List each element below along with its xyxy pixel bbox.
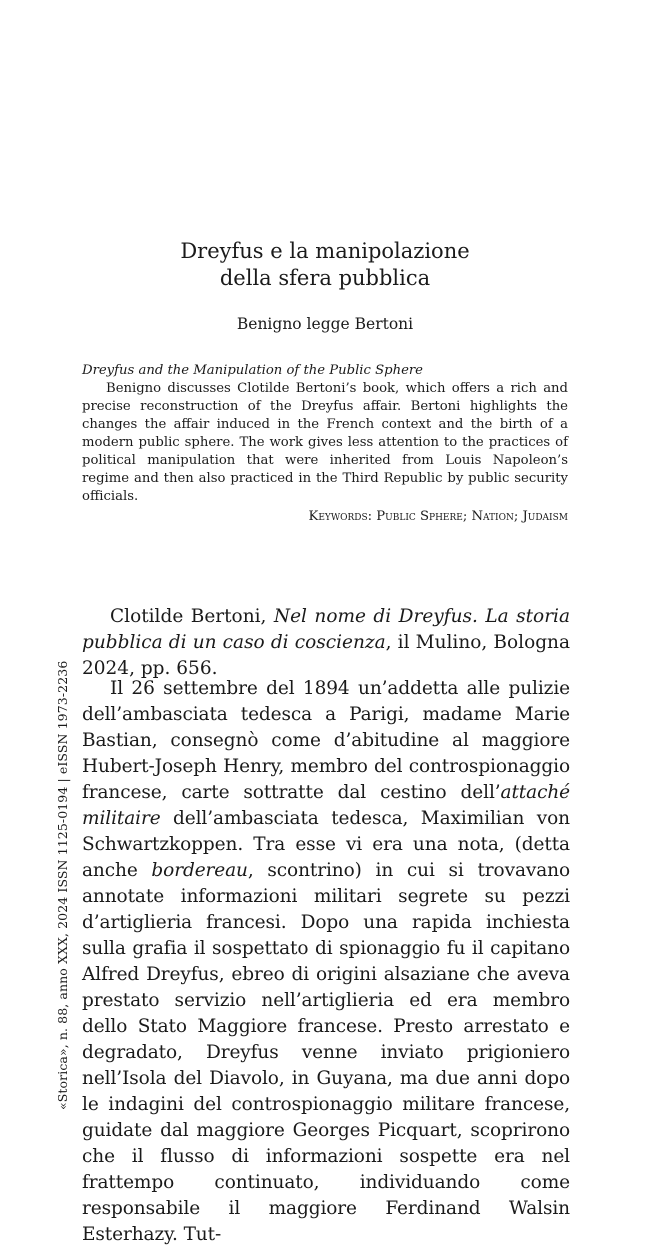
citation-author: Clotilde Bertoni, — [110, 606, 274, 627]
body-italic-2: bordereau — [151, 860, 248, 881]
body-text-1: Il 26 settembre del 1894 un’addetta alle pulizie dell’ambasciata tedesca a Parigi, madame Marie Bastian, consegnò come d’abitudine al maggiore Hubert-Joseph Henry, membro del controspionaggio francese, carte sottratte dal cestino dell’ — [82, 678, 570, 803]
book-citation — [82, 604, 570, 682]
journal-sidebar: «Storica», n. 88, anno XXX, 2024 ISSN 1125-0194 | eISSN 1973-2236 — [55, 660, 70, 1110]
body-text-3: , scontrino) in cui si trovavano annotate informazioni militari segrete su pezzi d’artiglieria francesi. Dopo una rapida inchiesta sulla grafia il sospettato di spionaggio fu il capitano Alfred Dreyfus, ebreo di origini alsaziane che aveva prestato servizio nell’artiglieria ed era membro dello Stato Maggiore francese. Presto arrestato e degradato, Dreyfus venne inviato prigioniero nell’Isola del Diavolo, in Guyana, ma due anni dopo le indagini del controspionaggio militare francese, guidate dal maggiore Georges Picquart, scoprirono che il flusso di informazioni sospette era nel frattempo continuato, individuando come responsabile il maggiore Ferdinand Walsin Esterhazy. Tut- — [82, 860, 571, 1245]
body-text-2: dell’ambasciata tedesca, Maximilian von Schwartzkoppen. Tra esse vi era una nota, (detta anche — [82, 808, 570, 881]
abstract-title: Dreyfus and the Manipulation of the Public Sphere — [82, 363, 423, 378]
abstract — [82, 362, 568, 526]
title-line-2: della sfera pubblica — [219, 266, 431, 290]
article-byline: Benigno legge Bertoni — [236, 315, 414, 333]
citation-publisher: , il Mulino, Bologna 2024, pp. 656. — [82, 632, 570, 679]
abstract-body: Benigno discusses Clotilde Bertoni’s book, which offers a rich and precise reconstruction of the Dreyfus affair. Bertoni highlights the changes the affair induced in the French context and the birth of a modern public sphere. The work gives less attention to the practices of political manipulation that were inherited from Louis Napoleon’s regime and then also practiced in the Third Republic by public security officials. — [82, 381, 568, 504]
body-italic-1: attaché militaire — [82, 782, 570, 829]
body-paragraph — [82, 676, 570, 1248]
citation-title: Nel nome di Dreyfus. La storia pubblica di un caso di coscienza — [82, 606, 570, 653]
title-line-1: Dreyfus e la manipolazione — [180, 239, 470, 263]
article-title — [0, 238, 650, 292]
keywords: Keywords: Public Sphere; Nation; Judaism — [308, 509, 568, 524]
